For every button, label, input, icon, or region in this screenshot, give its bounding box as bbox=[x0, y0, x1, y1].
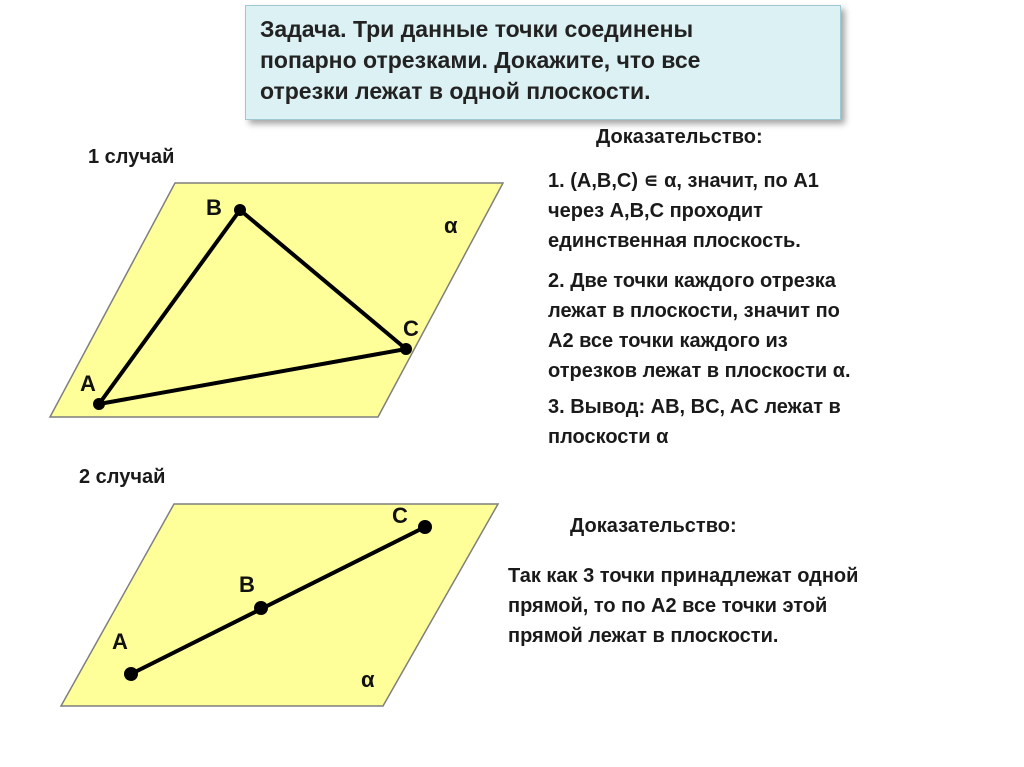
case2-label-c: C bbox=[392, 503, 408, 528]
case1-point-c bbox=[400, 343, 412, 355]
case2-point-b bbox=[254, 601, 268, 615]
case1-label-a: A bbox=[80, 371, 96, 396]
case1-step2-line: лежат в плоскости, значит по bbox=[548, 300, 840, 322]
task-line-2: попарно отрезками. Докажите, что все bbox=[260, 47, 701, 73]
case1-step1 bbox=[548, 166, 819, 256]
case2-point-a bbox=[124, 667, 138, 681]
case2-plane-label: α bbox=[361, 667, 375, 692]
case2-label-a: A bbox=[112, 629, 128, 654]
case1-step3-line: 3. Вывод: AB, BC, AC лежат в bbox=[548, 396, 841, 418]
case2-proof-line: прямой лежат в плоскости. bbox=[508, 625, 779, 647]
case1-point-a bbox=[93, 398, 105, 410]
case2-label-b: B bbox=[239, 572, 255, 597]
case2-proof-line: Так как 3 точки принадлежат одной bbox=[508, 565, 859, 587]
case2-title: 2 случай bbox=[79, 466, 166, 488]
case2-point-c bbox=[418, 520, 432, 534]
task-line-3: отрезки лежат в одной плоскости. bbox=[260, 78, 651, 104]
case1-proof-heading: Доказательство: bbox=[596, 126, 763, 148]
case2-proof-heading: Доказательство: bbox=[570, 515, 737, 537]
case1-step2-line: А2 все точки каждого из bbox=[548, 330, 788, 352]
case1-step3-line: плоскости α bbox=[548, 426, 669, 448]
case2-proof-line: прямой, то по А2 все точки этой bbox=[508, 595, 828, 617]
task-line-1: Задача. Три данные точки соединены bbox=[260, 16, 694, 42]
case1-step1-line: единственная плоскость. bbox=[548, 230, 801, 252]
case1-step1-line: 1. (A,B,C) ∊ α, значит, по А1 bbox=[548, 170, 819, 192]
case1-step2-line: отрезков лежат в плоскости α. bbox=[548, 360, 851, 382]
case1-step2 bbox=[548, 266, 851, 386]
case1-step2-line: 2. Две точки каждого отрезка bbox=[548, 270, 836, 292]
case1-plane bbox=[50, 183, 503, 417]
case1-label-b: B bbox=[206, 195, 222, 220]
case1-step1-line: через А,В,С проходит bbox=[548, 200, 763, 222]
case1-point-b bbox=[234, 204, 246, 216]
case1-label-c: C bbox=[403, 316, 419, 341]
case1-step3 bbox=[548, 392, 841, 452]
case1-plane-label: α bbox=[444, 213, 458, 238]
case2-proof-text bbox=[508, 561, 858, 651]
case1-title: 1 случай bbox=[88, 146, 175, 168]
